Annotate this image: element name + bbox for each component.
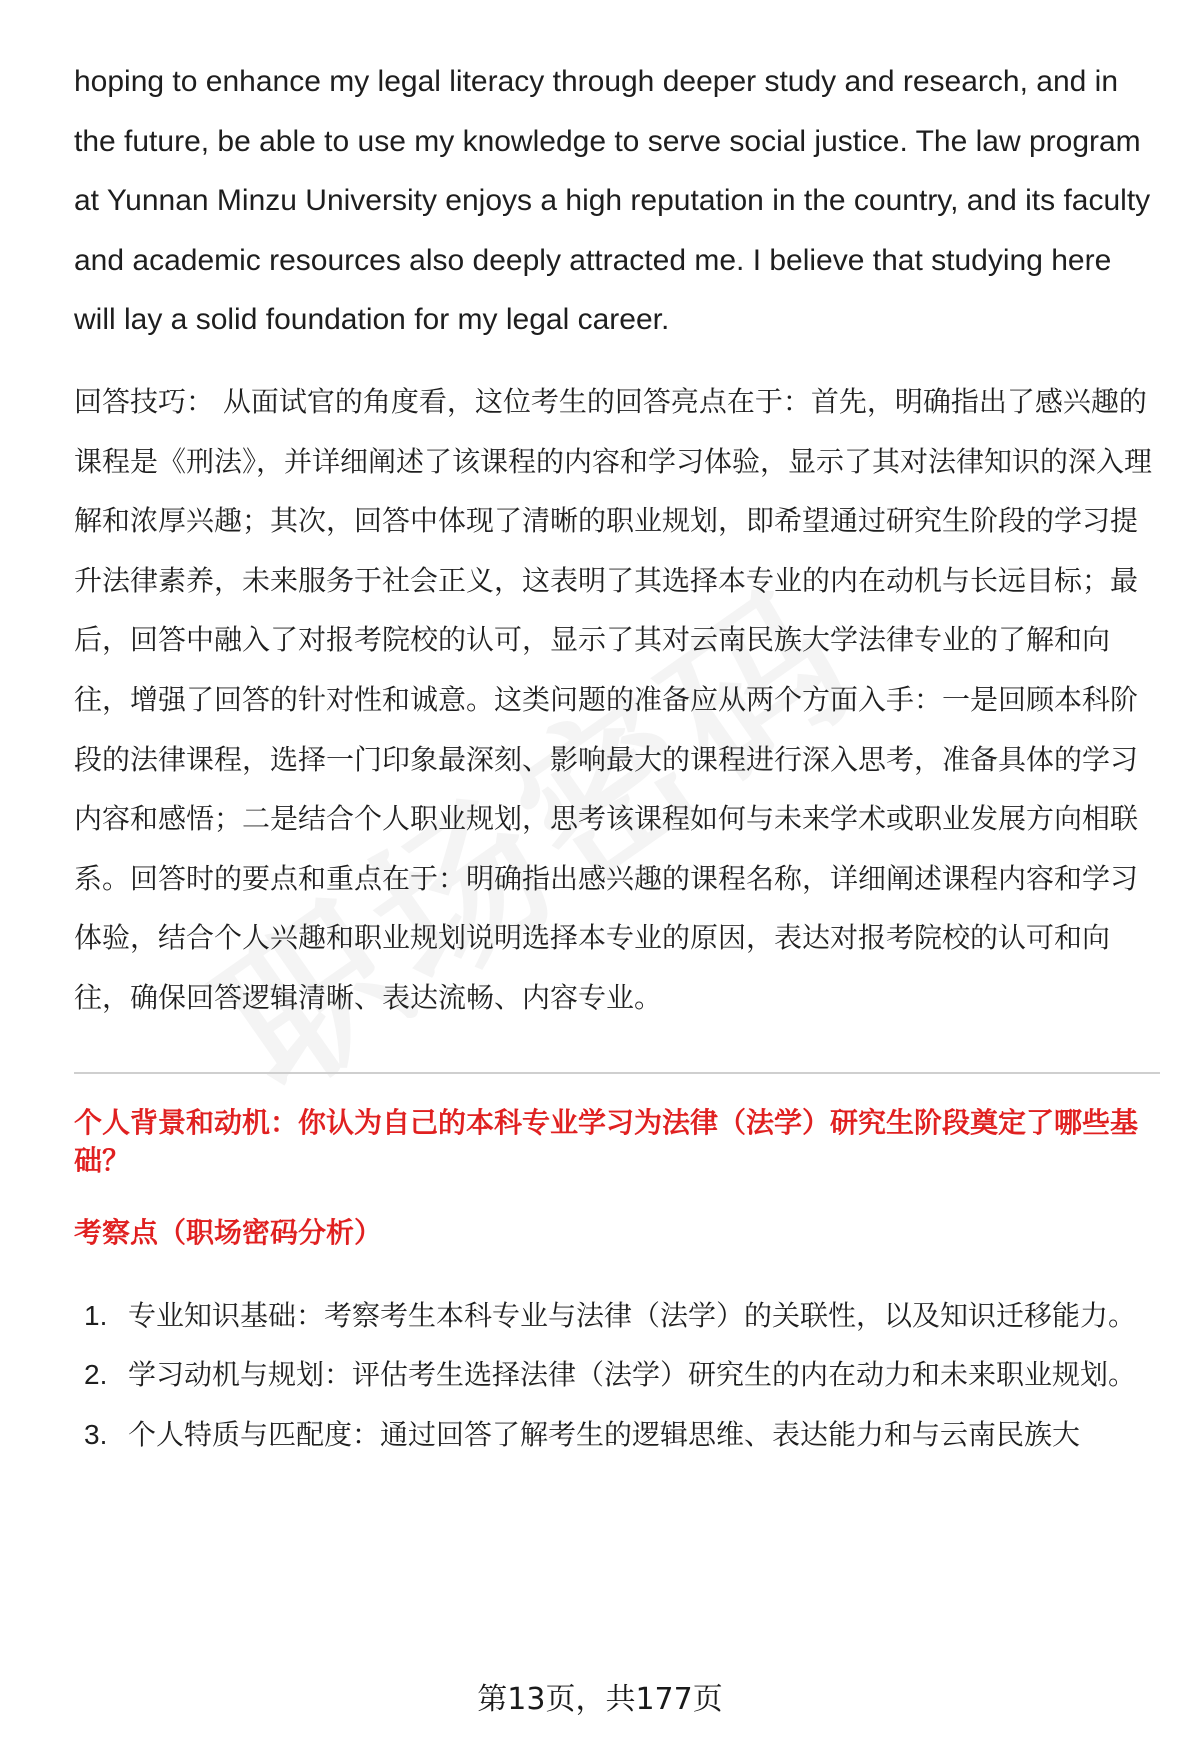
list-item-number: 1.: [84, 1299, 108, 1331]
tips-paragraph: 回答技巧： 从面试官的角度看，这位考生的回答亮点在于：首先，明确指出了感兴趣的课程是《刑法》，并详细阐述了该课程的内容和学习体验，显示了其对法律知识的深入理解和浓厚兴趣；其次，回答中体现了清晰的职业规划，即希望通过研究生阶段的学习提升法律素养，未来服务于社会正义，这表明了其选择本专业的内在动机与长远目标；最后，回答中融入了对报考院校的认可，显示了其对云南民族大学法律专业的了解和向往，增强了回答的针对性和诚意。这类问题的准备应从两个方面入手：一是回顾本科阶段的法律课程，选择一门印象最深刻、影响最大的课程进行深入思考，准备具体的学习内容和感悟；二是结合个人职业规划，思考该课程如何与未来学术或职业发展方向相联系。回答时的要点和重点在于：明确指出感兴趣的课程名称，详细阐述课程内容和学习体验，结合个人兴趣和职业规划说明选择本专业的原因，表达对报考院校的认可和向往，确保回答逻辑清晰、表达流畅、内容专业。: [74, 384, 1153, 1014]
list-item-text: 专业知识基础：考察考生本科专业与法律（法学）的关联性，以及知识迁移能力。: [128, 1298, 1137, 1332]
page-footer: 第13页，共177页: [477, 1682, 723, 1717]
list-item: [74, 1345, 1160, 1405]
list-item: [74, 1286, 1160, 1346]
page-content: [74, 52, 1160, 1464]
list-item: [74, 1405, 1160, 1465]
section-divider: [74, 1072, 1160, 1074]
question-heading: 个人背景和动机：你认为自己的本科专业学习为法律（法学）研究生阶段奠定了哪些基础？: [74, 1105, 1139, 1177]
list-item-number: 2.: [84, 1359, 108, 1391]
list-item-text: 学习动机与规划：评估考生选择法律（法学）研究生的内在动力和未来职业规划。: [128, 1358, 1137, 1392]
intro-paragraph: hoping to enhance my legal literacy through deeper study and research, and in the future, be able to use my knowledge to serve social justice. The law program at Yunnan Minzu University enjoys a high reputation in the country, and its faculty and academic resources also deeply attracted me. I believe that studying here will lay a solid foundation for my legal career.: [74, 65, 1151, 337]
list-item-text: 个人特质与匹配度：通过回答了解考生的逻辑思维、表达能力和与云南民族大: [128, 1417, 1081, 1451]
assessment-points-list: [74, 1286, 1160, 1465]
list-item-number: 3.: [84, 1418, 108, 1450]
assessment-subheading: 考察点（职场密码分析）: [74, 1215, 383, 1249]
